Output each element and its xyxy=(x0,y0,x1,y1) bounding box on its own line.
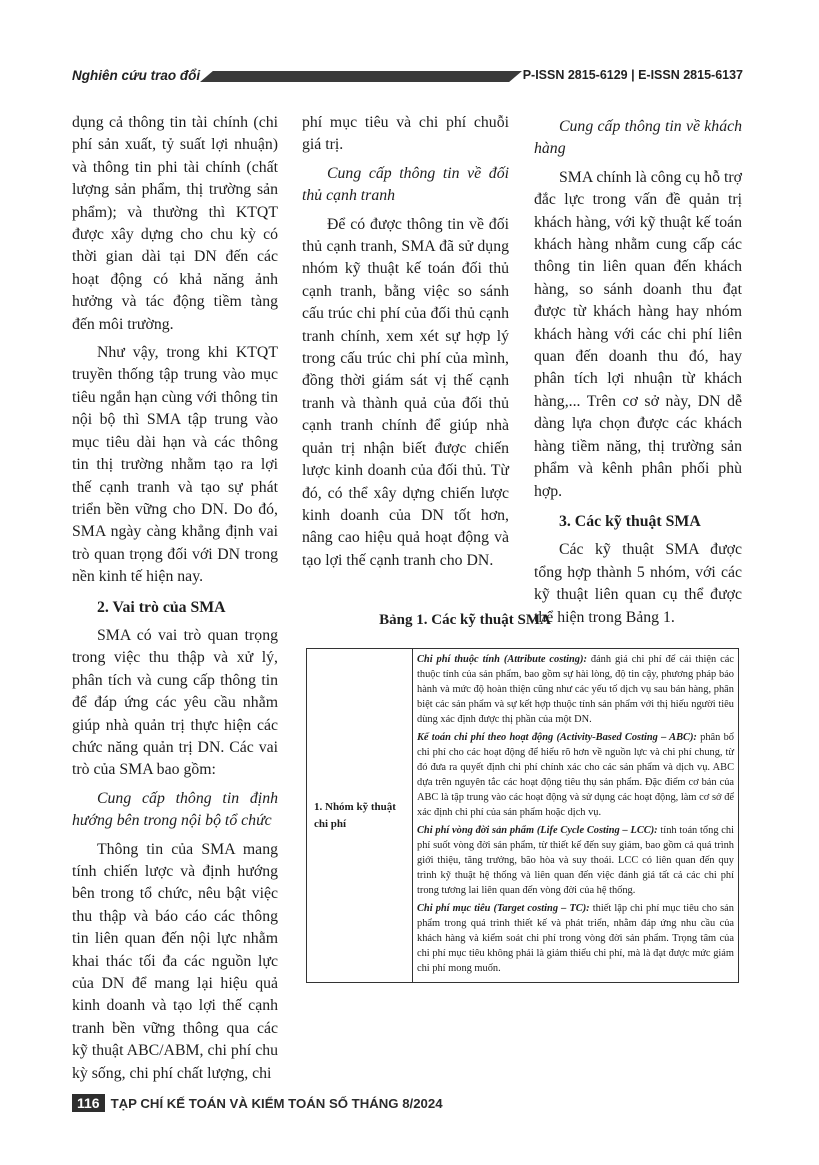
sma-techniques-table xyxy=(306,648,739,983)
table-item xyxy=(417,730,734,820)
table-item xyxy=(417,823,734,898)
subsection-heading: Cung cấp thông tin định hướng bên trong nội bộ tổ chức xyxy=(72,789,278,830)
paragraph: phí mục tiêu và chi phí chuỗi giá trị. xyxy=(302,114,509,154)
paragraph: SMA có vai trò quan trọng trong việc thu thập và xử lý, phân tích và cung cấp thông tin để đáp ứng các yêu cầu nhằm giúp nhà quản trị thực hiện các chức năng quản trị DN. Các vai trò của SMA bao gồm: xyxy=(72,626,278,779)
table-item-term: Chi phí thuộc tính (Attribute costing): xyxy=(417,654,587,665)
table-item-term: Kế toán chi phí theo hoạt động (Activity-Based Costing – ABC): xyxy=(417,732,697,743)
column-2 xyxy=(302,112,509,578)
table-item-desc: đánh giá chi phí để cải thiện các thuộc tính của sản phẩm, bao gồm sự hài lòng, độ tin cậy, phương pháp bảo hành và mức độ hoàn thiện cũng như các yếu tố dịch vụ sau bán hàng, phân biệt các sản phẩm và sự kết hợp thuộc tính sản phẩm với thị hiếu người tiêu dùng xác định được thị phần của một DN. xyxy=(417,654,734,725)
table-item xyxy=(417,901,734,976)
table-item-desc: tính toán tổng chi phí suốt vòng đời sản phẩm, từ thiết kế đến suy giảm, bao gồm cả quá trình giới thiệu, tăng trưởng, bão hòa và suy thoái. LCC có liên quan đến quy trình kỹ thuật hệ thống và liên quan đến việc đánh giá tất cả các chi phí trong tương lai liên quan đến vòng đời của hệ thống. xyxy=(417,825,734,896)
table-row xyxy=(307,649,739,983)
section-label: Nghiên cứu trao đổi xyxy=(72,68,201,83)
paragraph: dụng cả thông tin tài chính (chi phí sản xuất, tỷ suất lợi nhuận) và thông tin phi tài chính (chất lượng sản phẩm, thị trường sản phẩm); và thường thì KTQT được xây dựng cho chu kỳ có thời gian dài tại DN đến các hoạt động có khả năng ảnh hưởng và tác động tiềm tàng đến môi trường. xyxy=(72,114,278,333)
paragraph: Như vậy, trong khi KTQT truyền thống tập trung vào mục tiêu ngắn hạn cùng với thông tin nội bộ thì SMA tập trung vào mục tiêu dài hạn và các thông tin thị trường nhằm tạo ra lợi thế cạnh tranh và tạo sự phát triển bền vững cho DN. Do đó, SMA ngày càng khẳng định vai trò quan trọng đối với DN trong nền kinh tế hiện nay. xyxy=(72,344,278,586)
paragraph: Thông tin của SMA mang tính chiến lược và định hướng bên trong tổ chức, nêu bật việc thu thập và báo cáo các thông tin liên quan đến nội lực nhằm khai thác tối đa các nguồn lực của DN để mang lại hiệu quả kinh doanh và tạo lợi thế cạnh tranh bền vững thông qua các kỹ thuật ABC/ABM, chi phí chu kỳ sống, chi phí chất lượng, chi xyxy=(72,840,278,1082)
paragraph: SMA chính là công cụ hỗ trợ đắc lực trong vấn đề quản trị khách hàng, với kỹ thuật kế toán khách hàng nhằm cung cấp các thông tin liên quan đến khách hàng, so sánh doanh thu đạt được từ khách hàng hay nhóm khách hàng với các chi phí liên quan đến doanh thu đó, hay phân tích lợi nhuận từ khách hàng,... Trên cơ sở này, DN dễ dàng lựa chọn được các khách hàng tiềm năng, thị trường sản phẩm và kênh phân phối phù hợp. xyxy=(534,168,742,500)
paragraph: Các kỹ thuật SMA được tổng hợp thành 5 nhóm, với các kỹ thuật liên quan cụ thể được thể hiện trong Bảng 1. xyxy=(534,541,742,626)
header-decorative-bar xyxy=(200,71,522,82)
issn-label: P-ISSN 2815-6129 | E-ISSN 2815-6137 xyxy=(522,68,743,82)
subsection-heading: Cung cấp thông tin về khách hàng xyxy=(534,118,742,158)
table-item-desc: phân bổ chi phí cho các hoạt động để hiểu rõ hơn về nguồn lực và chi phí chung, từ đó đưa ra quyết định chi phí chính xác cho các sản phẩm và dịch vụ. ABC dựa trên nguyên tắc các hoạt động tiêu thụ sản phẩm. Đặc điểm cơ bản của ABC là tập trung vào các hoạt động và sử dụng các hoạt động, làm cơ sở để xác định chi phí của sản phẩm hoặc dịch vụ. xyxy=(417,732,734,818)
table-title: Bảng 1. Các kỹ thuật SMA xyxy=(379,612,551,628)
table-content-cell xyxy=(413,649,739,983)
paragraph: Để có được thông tin về đối thủ cạnh tranh, SMA đã sử dụng nhóm kỹ thuật kế toán đối thủ cạnh tranh, bằng việc so sánh cấu trúc chi phí của đối thủ cạnh tranh chính, xem xét sự hợp lý trong cấu trúc chi phí của mình, đồng thời giám sát vị thế cạnh tranh và thành quả của đối thủ cạnh tranh chính để giúp nhà quản trị nhận biết được chiến lược kinh doanh của đối thủ. Từ đó, có thể xây dựng chiến lược kinh doanh của DN tốt hơn, nâng cao hiệu quả hoạt động và tạo lợi thế cạnh tranh cho DN. xyxy=(302,215,509,569)
table-item-desc: thiết lập chi phí mục tiêu cho sản phẩm trong quá trình thiết kế và phát triển, nhằm đáp ứng nhu cầu của khách hàng và kiểm soát chi phí trong vòng đời sản phẩm. Trọng tâm của chi phí mục tiêu không phải là giảm thiểu chi phí, mà là đạt được mức giảm chi phí mong muốn. xyxy=(417,903,734,974)
table-item-term: Chi phí vòng đời sản phẩm (Life Cycle Costing – LCC): xyxy=(417,825,658,836)
subsection-heading: Cung cấp thông tin về đối thủ cạnh tranh xyxy=(302,164,509,205)
table-item-term: Chi phí mục tiêu (Target costing – TC): xyxy=(417,903,590,914)
column-3 xyxy=(534,112,742,635)
journal-title: TẠP CHÍ KẾ TOÁN VÀ KIỂM TOÁN SỐ THÁNG 8/2024 xyxy=(110,1095,443,1111)
table-item xyxy=(417,652,734,727)
column-1 xyxy=(72,112,278,1091)
section-heading: 3. Các kỹ thuật SMA xyxy=(559,512,701,530)
section-heading: 2. Vai trò của SMA xyxy=(97,598,226,616)
page-number: 116 xyxy=(72,1094,105,1112)
table-group-cell: 1. Nhóm kỹ thuật chi phí xyxy=(307,649,413,983)
page-footer xyxy=(72,1094,443,1112)
